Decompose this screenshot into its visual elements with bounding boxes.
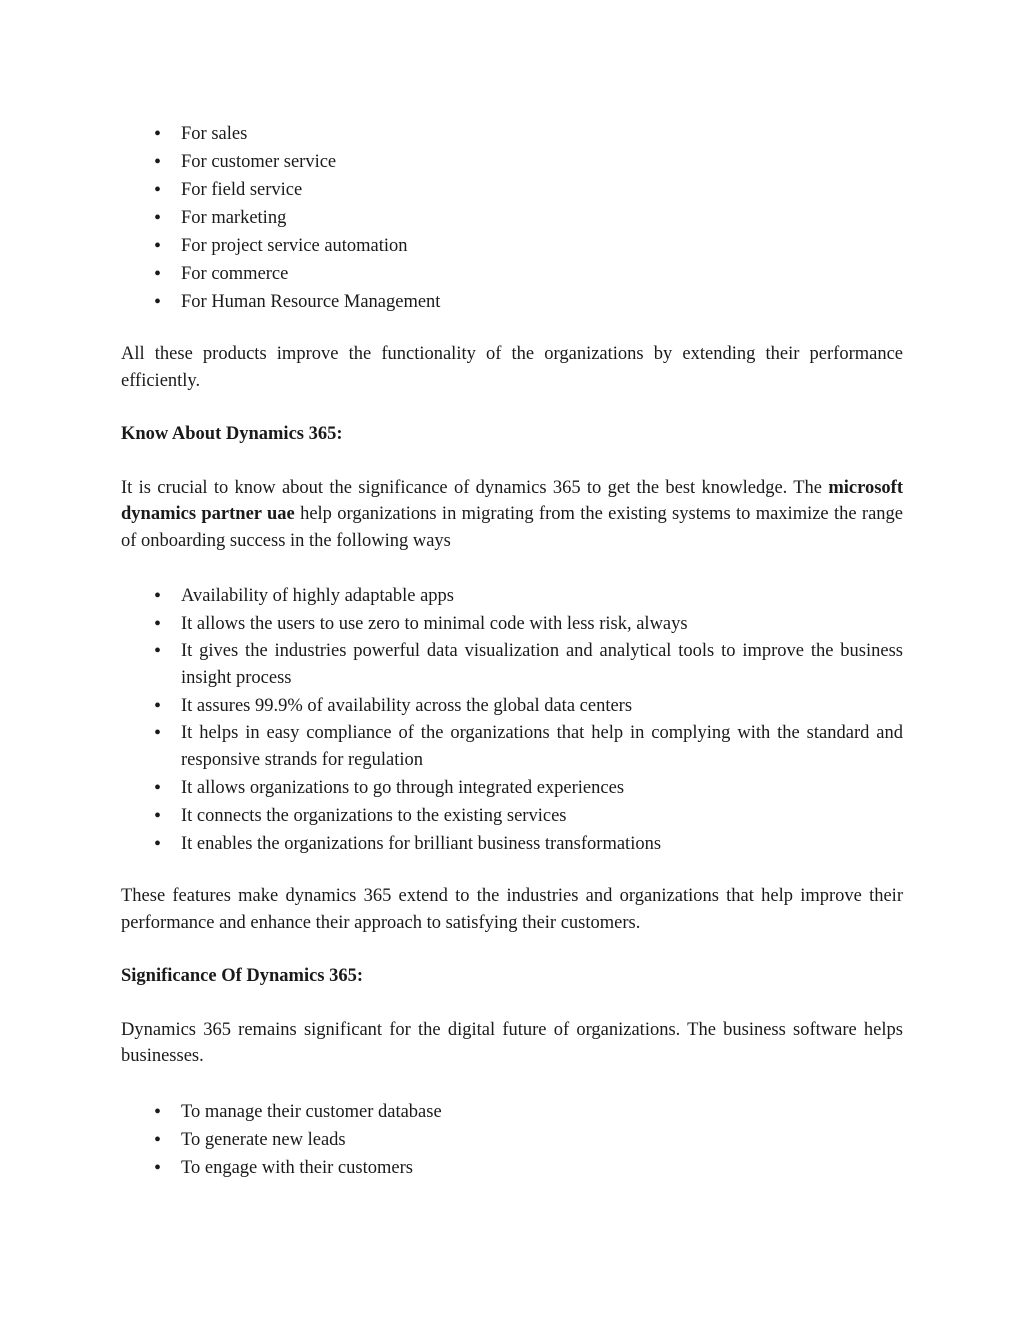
partner-keyword: microsoft dynamics partner uae xyxy=(121,477,903,524)
heading-significance: Significance Of Dynamics 365: xyxy=(121,966,364,986)
business-uses-list xyxy=(121,1098,903,1182)
list-item: • To engage with their customers xyxy=(121,1154,903,1182)
list-item: • It assures 99.9% of availability across the global data centers xyxy=(121,692,903,720)
list-item: • It allows organizations to go through integrated experiences xyxy=(121,774,903,802)
list-item: • It allows the users to use zero to minimal code with less risk, always xyxy=(121,610,903,638)
benefits-list xyxy=(121,582,903,858)
list-item: • For field service xyxy=(121,176,903,204)
product-list xyxy=(121,120,903,316)
paragraph-text: It is crucial to know about the significance of dynamics 365 to get the best knowledge. The xyxy=(121,477,829,498)
list-item: • It gives the industries powerful data visualization and analytical tools to improve the business insight process xyxy=(121,638,903,692)
list-item: • To manage their customer database xyxy=(121,1098,903,1126)
paragraph-products: All these products improve the functionality of the organizations by extending their performance efficiently. xyxy=(121,344,903,391)
list-item: • For commerce xyxy=(121,260,903,288)
list-item: • For sales xyxy=(121,120,903,148)
list-item: • It enables the organizations for brilliant business transformations xyxy=(121,830,903,858)
paragraph-digital-future: Dynamics 365 remains significant for the digital future of organizations. The business software helps businesses. xyxy=(121,1019,903,1066)
paragraph-features: These features make dynamics 365 extend to the industries and organizations that help improve their performance and enhance their approach to satisfying their customers. xyxy=(121,886,903,933)
document-page xyxy=(121,120,903,1182)
list-item: • For customer service xyxy=(121,148,903,176)
list-item: • It connects the organizations to the existing services xyxy=(121,802,903,830)
list-item: • For project service automation xyxy=(121,232,903,260)
paragraph-significance-intro xyxy=(121,475,903,555)
list-item: • For marketing xyxy=(121,204,903,232)
heading-know-about: Know About Dynamics 365: xyxy=(121,424,343,444)
list-item: • To generate new leads xyxy=(121,1126,903,1154)
list-item: • Availability of highly adaptable apps xyxy=(121,582,903,610)
paragraph-text: help organizations in migrating from the existing systems to maximize the range of onboarding success in the following ways xyxy=(121,504,903,551)
list-item: • For Human Resource Management xyxy=(121,288,903,316)
list-item: • It helps in easy compliance of the organizations that help in complying with the standard and responsive strands for regulation xyxy=(121,720,903,774)
